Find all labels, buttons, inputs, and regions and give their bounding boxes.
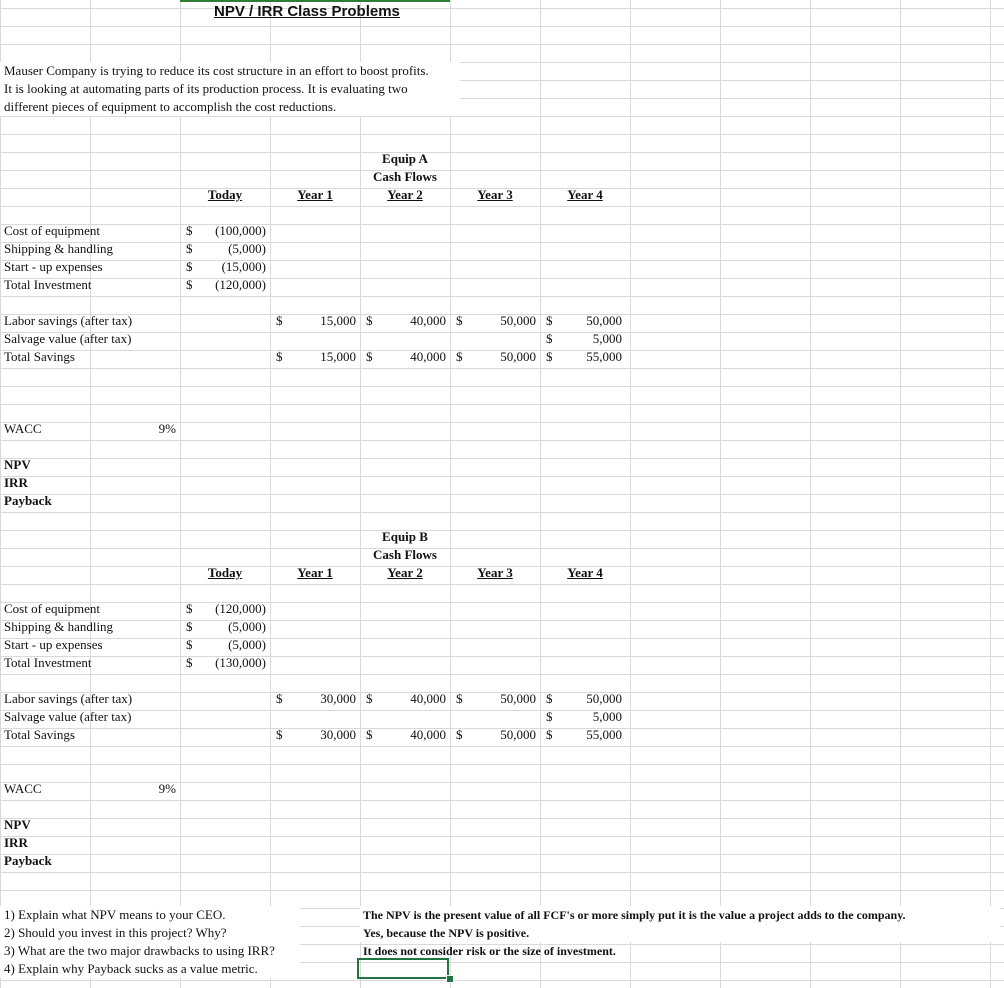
sheet-title: NPV / IRR Class Problems <box>214 3 400 20</box>
equip-a-labor-y4: 50,000 <box>586 313 622 328</box>
equip-b-startup-label: Start - up expenses <box>4 637 103 652</box>
equip-b-irr-label: IRR <box>4 835 28 850</box>
equip-a-irr-label: IRR <box>4 475 28 490</box>
equip-a-cost-label: Cost of equipment <box>4 223 101 238</box>
equip-a-wacc-label: WACC <box>4 421 42 436</box>
equip-b-salvage-currency: $ <box>546 709 553 724</box>
equip-b-cost-value: (120,000) <box>215 601 266 616</box>
question-3: 3) What are the two major drawbacks to using IRR? <box>4 943 275 958</box>
equip-a-startup-label: Start - up expenses <box>4 259 103 274</box>
equip-b-shipping-currency: $ <box>186 619 193 634</box>
equip-b-labor-y1-currency: $ <box>276 691 283 706</box>
equip-a-npv-label: NPV <box>4 457 31 472</box>
equip-a-total-investment-currency: $ <box>186 277 193 292</box>
equip-a-labor-y3: 50,000 <box>500 313 536 328</box>
equip-a-startup-currency: $ <box>186 259 193 274</box>
selected-cell[interactable] <box>357 958 449 979</box>
equip-b-labor-y3: 50,000 <box>500 691 536 706</box>
answer-2: Yes, because the NPV is positive. <box>363 926 530 940</box>
equip-a-total-y1: 15,000 <box>320 349 356 364</box>
equip-b-total-investment-label: Total Investment <box>4 655 92 670</box>
equip-b-salvage-label: Salvage value (after tax) <box>4 709 132 724</box>
header-accent-line <box>180 0 450 2</box>
equip-b-year-3: Year 3 <box>477 565 513 580</box>
equip-a-total-y2: 40,000 <box>410 349 446 364</box>
equip-b-wacc-label: WACC <box>4 781 42 796</box>
equip-a-subtitle: Cash Flows <box>373 169 437 184</box>
equip-a-payback-label: Payback <box>4 493 52 508</box>
equip-a-labor-y1-currency: $ <box>276 313 283 328</box>
equip-b-labor-y2: 40,000 <box>410 691 446 706</box>
equip-b-labor-y4-currency: $ <box>546 691 553 706</box>
equip-a-labor-y2: 40,000 <box>410 313 446 328</box>
equip-b-wacc-value: 9% <box>158 781 176 796</box>
equip-a-shipping-value: (5,000) <box>228 241 266 256</box>
equip-b-cost-label: Cost of equipment <box>4 601 101 616</box>
equip-a-salvage-currency: $ <box>546 331 553 346</box>
equip-b-salvage-y4: 5,000 <box>592 709 622 724</box>
answer-1: The NPV is the present value of all FCF's or more simply put it is the value a project adds to the company. <box>363 908 906 922</box>
equip-b-total-y4: 55,000 <box>586 727 622 742</box>
equip-a-labor-y3-currency: $ <box>456 313 463 328</box>
equip-a-total-y3-currency: $ <box>456 349 463 364</box>
equip-b-startup-currency: $ <box>186 637 193 652</box>
intro-line-1: Mauser Company is trying to reduce its cost structure in an effort to boost profits. <box>4 63 429 78</box>
equip-a-salvage-label: Salvage value (after tax) <box>4 331 132 346</box>
equip-a-shipping-label: Shipping & handling <box>4 241 114 256</box>
equip-b-total-y2-currency: $ <box>366 727 373 742</box>
question-4: 4) Explain why Payback sucks as a value metric. <box>4 961 258 976</box>
equip-b-startup-value: (5,000) <box>228 637 266 652</box>
equip-a-labor-y1: 15,000 <box>320 313 356 328</box>
equip-a-labor-y4-currency: $ <box>546 313 553 328</box>
equip-b-total-y1: 30,000 <box>320 727 356 742</box>
equip-b-labor-label: Labor savings (after tax) <box>4 691 133 706</box>
equip-a-total-y4-currency: $ <box>546 349 553 364</box>
equip-b-year-1: Year 1 <box>297 565 333 580</box>
equip-a-total-y1-currency: $ <box>276 349 283 364</box>
equip-b-total-y2: 40,000 <box>410 727 446 742</box>
equip-b-labor-y3-currency: $ <box>456 691 463 706</box>
equip-b-payback-label: Payback <box>4 853 52 868</box>
equip-a-total-investment-label: Total Investment <box>4 277 92 292</box>
equip-b-year-today: Today <box>207 565 243 580</box>
equip-a-total-savings-label: Total Savings <box>4 349 75 364</box>
equip-a-total-y4: 55,000 <box>586 349 622 364</box>
fill-handle[interactable] <box>446 975 454 983</box>
equip-a-cost-currency: $ <box>186 223 193 238</box>
equip-b-total-investment-currency: $ <box>186 655 193 670</box>
equip-b-year-2: Year 2 <box>387 565 423 580</box>
intro-line-3: different pieces of equipment to accomplish the cost reductions. <box>4 99 337 114</box>
equip-b-subtitle: Cash Flows <box>373 547 437 562</box>
answer-3: It does not consider risk or the size of investment. <box>363 944 616 958</box>
equip-b-total-y1-currency: $ <box>276 727 283 742</box>
equip-b-year-4: Year 4 <box>567 565 603 580</box>
equip-a-wacc-value: 9% <box>158 421 176 436</box>
question-2: 2) Should you invest in this project? Why? <box>4 925 227 940</box>
equip-a-salvage-y4: 5,000 <box>592 331 622 346</box>
equip-b-total-investment-value: (130,000) <box>215 655 266 670</box>
equip-b-labor-y4: 50,000 <box>586 691 622 706</box>
equip-a-year-2: Year 2 <box>387 187 423 202</box>
equip-a-total-y2-currency: $ <box>366 349 373 364</box>
equip-a-labor-label: Labor savings (after tax) <box>4 313 133 328</box>
equip-a-year-today: Today <box>207 187 243 202</box>
equip-a-name: Equip A <box>382 151 428 166</box>
equip-a-cost-value: (100,000) <box>215 223 266 238</box>
intro-line-2: It is looking at automating parts of its production process. It is evaluating two <box>4 81 408 96</box>
equip-b-cost-currency: $ <box>186 601 193 616</box>
equip-a-year-1: Year 1 <box>297 187 333 202</box>
equip-a-labor-y2-currency: $ <box>366 313 373 328</box>
equip-b-total-savings-label: Total Savings <box>4 727 75 742</box>
equip-b-total-y3: 50,000 <box>500 727 536 742</box>
equip-a-year-4: Year 4 <box>567 187 603 202</box>
equip-b-name: Equip B <box>382 529 428 544</box>
equip-b-npv-label: NPV <box>4 817 31 832</box>
equip-b-shipping-label: Shipping & handling <box>4 619 114 634</box>
equip-b-total-y4-currency: $ <box>546 727 553 742</box>
equip-a-startup-value: (15,000) <box>221 259 266 274</box>
equip-b-shipping-value: (5,000) <box>228 619 266 634</box>
equip-a-total-investment-value: (120,000) <box>215 277 266 292</box>
equip-b-labor-y1: 30,000 <box>320 691 356 706</box>
question-1: 1) Explain what NPV means to your CEO. <box>4 907 226 922</box>
equip-a-year-3: Year 3 <box>477 187 513 202</box>
equip-a-shipping-currency: $ <box>186 241 193 256</box>
equip-b-total-y3-currency: $ <box>456 727 463 742</box>
equip-a-total-y3: 50,000 <box>500 349 536 364</box>
equip-b-labor-y2-currency: $ <box>366 691 373 706</box>
